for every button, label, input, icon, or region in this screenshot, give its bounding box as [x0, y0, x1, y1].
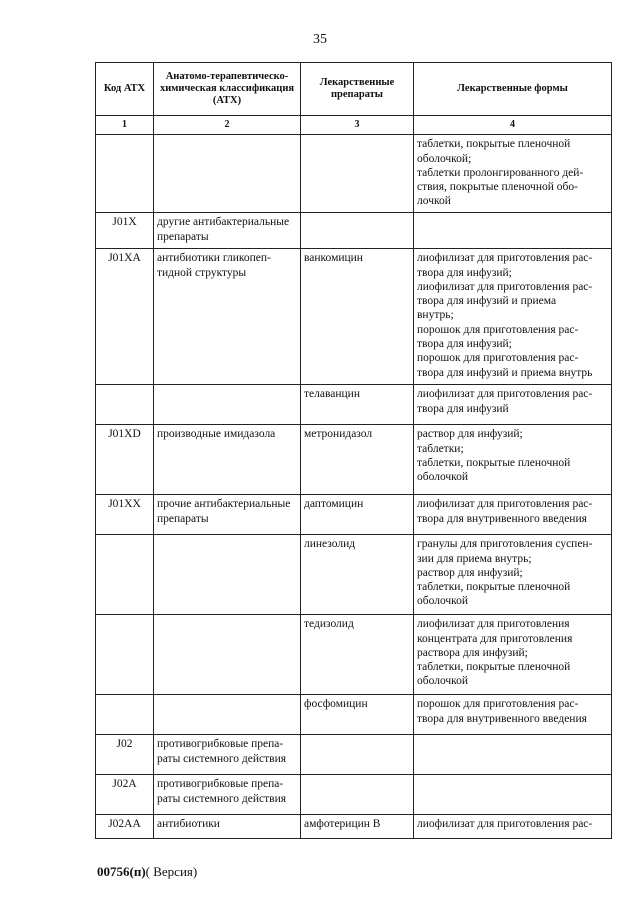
drug-name: телаванцин	[301, 385, 414, 425]
atc-code	[96, 135, 154, 213]
column-number: 2	[154, 116, 301, 135]
column-number: 3	[301, 116, 414, 135]
dosage-forms: порошок для приготовления рас- твора для внутривенного введения	[414, 695, 612, 735]
drug-name	[301, 213, 414, 249]
atc-classification: прочие антибактериальные препараты	[154, 495, 301, 535]
atc-code: J01XD	[96, 425, 154, 495]
atc-code	[96, 535, 154, 615]
drug-name: амфотерицин В	[301, 815, 414, 839]
dosage-forms: лиофилизат для приготовления концентрата для приготовления раствора для инфузий; таблетки, покрытые пленочной оболочкой	[414, 615, 612, 695]
dosage-forms	[414, 735, 612, 775]
atc-classification	[154, 385, 301, 425]
atc-code: J02	[96, 735, 154, 775]
table-row	[96, 495, 612, 535]
dosage-forms: лиофилизат для приготовления рас-	[414, 815, 612, 839]
atc-classification: антибиотики	[154, 815, 301, 839]
drug-name: метронидазол	[301, 425, 414, 495]
header-row	[96, 63, 612, 116]
drug-name	[301, 775, 414, 815]
atc-table	[95, 62, 612, 839]
atc-classification	[154, 535, 301, 615]
dosage-forms: раствор для инфузий; таблетки; таблетки, покрытые пленочной оболочкой	[414, 425, 612, 495]
drug-name: ванкомицин	[301, 249, 414, 385]
document-id: 00756(п)	[97, 864, 146, 879]
header-classification: Анатомо-терапевтическо-химическая классификация (АТХ)	[154, 63, 301, 116]
atc-code: J01XA	[96, 249, 154, 385]
header-drugs: Лекарственные препараты	[301, 63, 414, 116]
atc-code: J02A	[96, 775, 154, 815]
dosage-forms: лиофилизат для приготовления рас- твора для внутривенного введения	[414, 495, 612, 535]
table-row	[96, 775, 612, 815]
atc-code: J01X	[96, 213, 154, 249]
dosage-forms: лиофилизат для приготовления рас- твора для инфузий; лиофилизат для приготовления рас- твора для инфузий и приема внутрь; порошок для приготовления рас- твора для инфузий; порошок для приготовления рас- твора для инфузий и приема внутрь	[414, 249, 612, 385]
atc-code: J02AA	[96, 815, 154, 839]
atc-code	[96, 615, 154, 695]
drug-name: тедизолид	[301, 615, 414, 695]
drug-name: даптомицин	[301, 495, 414, 535]
table-row	[96, 815, 612, 839]
dosage-forms: гранулы для приготовления суспен- зии для приема внутрь; раствор для инфузий; таблетки, покрытые пленочной оболочкой	[414, 535, 612, 615]
table-row	[96, 135, 612, 213]
drug-name: линезолид	[301, 535, 414, 615]
version-label: ( Версия)	[145, 864, 198, 879]
table-row	[96, 425, 612, 495]
atc-classification: противогрибковые препа-раты системного действия	[154, 735, 301, 775]
drug-name: фосфомицин	[301, 695, 414, 735]
page-number: 35	[313, 32, 327, 47]
dosage-forms: лиофилизат для приготовления рас- твора для инфузий	[414, 385, 612, 425]
table-row	[96, 249, 612, 385]
column-number-row	[96, 116, 612, 135]
table-row	[96, 535, 612, 615]
atc-classification	[154, 135, 301, 213]
atc-classification: противогрибковые препа-раты системного действия	[154, 775, 301, 815]
column-number: 4	[414, 116, 612, 135]
dosage-forms	[414, 775, 612, 815]
atc-classification	[154, 695, 301, 735]
column-number: 1	[96, 116, 154, 135]
atc-code: J01XX	[96, 495, 154, 535]
atc-code	[96, 695, 154, 735]
table-row	[96, 695, 612, 735]
table-row	[96, 385, 612, 425]
dosage-forms	[414, 213, 612, 249]
table-row	[96, 735, 612, 775]
atc-classification: производные имидазола	[154, 425, 301, 495]
footer	[97, 864, 197, 880]
atc-classification: антибиотики гликопеп-тидной структуры	[154, 249, 301, 385]
drug-name	[301, 135, 414, 213]
header-forms: Лекарственные формы	[414, 63, 612, 116]
atc-classification	[154, 615, 301, 695]
drug-name	[301, 735, 414, 775]
table-row	[96, 213, 612, 249]
atc-code	[96, 385, 154, 425]
table-row	[96, 615, 612, 695]
atc-classification: другие антибактериальные препараты	[154, 213, 301, 249]
dosage-forms: таблетки, покрытые пленочной оболочкой; таблетки пролонгированного дей- ствия, покрытые пленочной обо- лочкой	[414, 135, 612, 213]
header-code: Код АТХ	[96, 63, 154, 116]
